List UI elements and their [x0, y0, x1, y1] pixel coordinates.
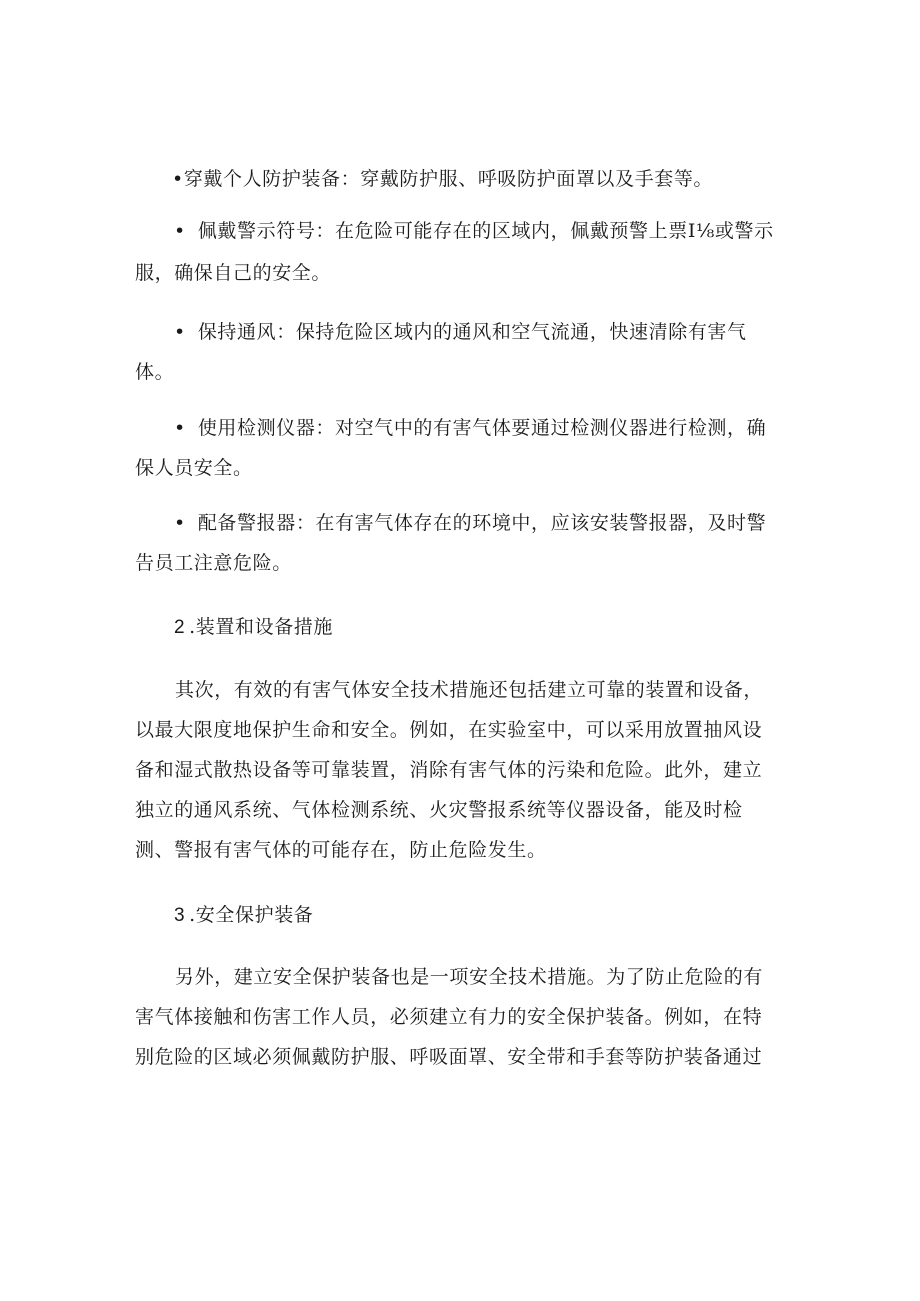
section-heading-2 — [174, 615, 333, 640]
paragraph-line: 其次，有效的有害气体安全技术措施还包括建立可靠的装置和设备， — [175, 679, 764, 701]
bullet-text-line: 配备警报器：在有害气体存在的环境中，应该安装警报器，及时警 — [197, 512, 767, 534]
section-number: 2 — [174, 617, 186, 638]
paragraph-line: 另外，建立安全保护装备也是一项安全技术措施。为了防止危险的有 — [175, 966, 764, 988]
bullet-marker: • — [174, 321, 186, 343]
bullet-text-line: 保持通风：保持危险区域内的通风和空气流通，快速清除有害气 — [197, 321, 747, 343]
bullet-item-2 — [174, 219, 774, 243]
paragraph-line: 以最大限度地保护生命和安全。例如，在实验室中，可以采用放置抽风设 — [135, 719, 763, 741]
bullet-marker: • — [174, 220, 186, 242]
bullet-text-continuation: 服，确保自己的安全。 — [135, 262, 332, 284]
paragraph-line: 备和湿式散热设备等可靠装置，消除有害气体的污染和危险。此外，建立 — [135, 759, 763, 781]
bullet-item-1 — [172, 167, 713, 191]
bullet-text-continuation: 告员工注意危险。 — [135, 552, 292, 574]
bullet-marker: • — [174, 512, 186, 534]
bullet-text-continuation: 保人员安全。 — [135, 457, 253, 479]
bullet-marker: • — [174, 417, 186, 439]
bullet-item-3 — [174, 320, 747, 344]
bullet-text-line: 佩戴警示符号：在危险可能存在的区域内，佩戴预警上票I⅛或警示 — [197, 220, 774, 242]
section-title: .安全保护装备 — [189, 904, 314, 926]
paragraph-line: 独立的通风系统、气体检测系统、火灾警报系统等仪器设备，能及时检 — [135, 799, 743, 821]
bullet-text-line: 使用检测仪器：对空气中的有害气体要通过检测仪器进行检测，确 — [197, 417, 767, 439]
paragraph-line: 测、警报有害气体的可能存在，防止危险发生。 — [135, 839, 547, 861]
bullet-text-line: 穿戴个人防护装备：穿戴防护服、呼吸防护面罩以及手套等。 — [183, 168, 714, 190]
bullet-item-4 — [174, 416, 766, 440]
bullet-text-continuation: 体。 — [135, 361, 175, 383]
section-heading-3 — [174, 903, 313, 928]
bullet-marker: • — [172, 168, 184, 190]
section-number: 3 — [174, 905, 186, 926]
paragraph-line: 害气体接触和伤害工作人员，必须建立有力的安全保护装备。例如，在特 — [135, 1006, 763, 1028]
bullet-item-5 — [174, 511, 766, 535]
section-title: .装置和设备措施 — [189, 616, 334, 638]
paragraph-line: 别危险的区域必须佩戴防护服、呼吸面罩、安全带和手套等防护装备通过 — [135, 1046, 763, 1068]
